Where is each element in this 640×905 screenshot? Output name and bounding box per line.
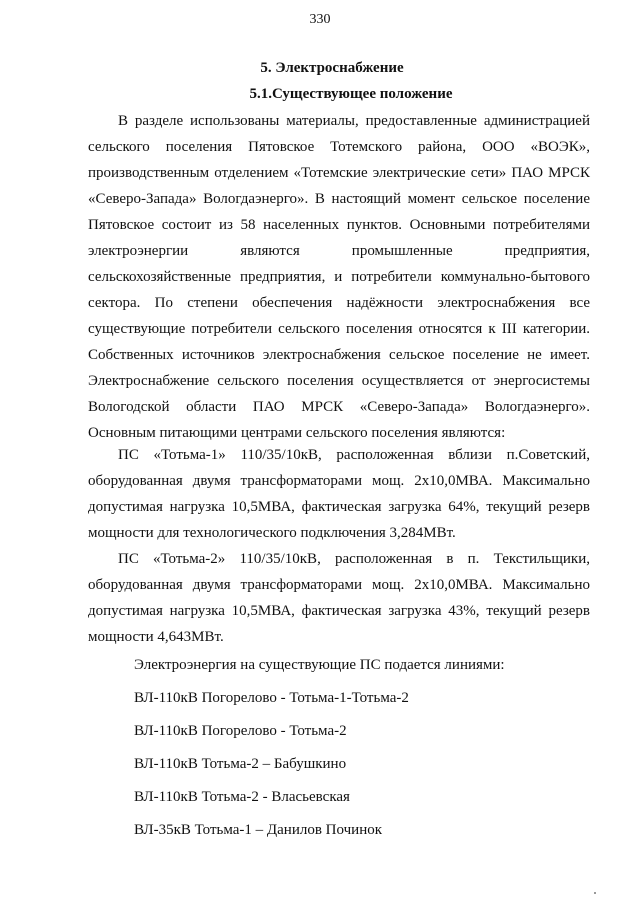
paragraph-block-1 [88, 108, 590, 446]
list-item: ВЛ-35кВ Тотьма-1 – Данилов Починок [134, 822, 383, 838]
subsection-title: 5.1.Существующее положение [249, 86, 453, 102]
paragraph: ПС «Тотьма-1» 110/35/10кВ, расположенная вблизи п.Советский, оборудованная двумя трансформаторами мощ. 2х10,0МВА. Максимально допустимая нагрузка 10,5МВА, фактическая загрузка 64%, текущий резерв мощности для технологического подключения 3,284МВт. [88, 447, 590, 541]
paragraph: ПС «Тотьма-2» 110/35/10кВ, расположенная в п. Текстильщики, оборудованная двумя трансформаторами мощ. 2х10,0МВА. Максимально допустимая нагрузка 10,5МВА, фактическая загрузка 43%, текущий резерв мощности 4,643МВт. [88, 551, 590, 645]
paragraph-block-2 [88, 442, 590, 546]
paragraph: В разделе использованы материалы, предоставленные администрацией сельского поселения Пятовское Тотемского района, ООО «ВОЭК», производственным отделением «Тотемские электрические сети» ПАО МРСК «Северо-Запада» Вологдаэнерго». В настоящий момент сельское поселение Пятовское состоит из 58 населенных пунктов. Основными потребителями электроэнергии являются промышленные предприятия, сельскохозяйственные предприятия, и потребители коммунально-бытового сектора. По степени обеспечения надёжности электроснабжения все существующие потребители сельского поселения относятся к III категории. Собственных источников электроснабжения сельское поселение не имеет. Электроснабжение сельского поселения осуществляется от энергосистемы Вологодской области ПАО МРСК «Северо-Запада» Вологдаэнерго». Основным питающими центрами сельского поселения являются: [88, 113, 590, 441]
list-item: ВЛ-110кВ Тотьма-2 - Власьевская [134, 789, 350, 805]
list-item: ВЛ-110кВ Погорелово - Тотьма-2 [134, 723, 347, 739]
section-title: 5. Электроснабжение [260, 60, 404, 76]
scan-speck [594, 892, 596, 894]
list-item: ВЛ-110кВ Погорелово - Тотьма-1-Тотьма-2 [134, 690, 409, 706]
page-number: 330 [309, 12, 331, 27]
power-lines-list [134, 652, 505, 850]
list-item: ВЛ-110кВ Тотьма-2 – Бабушкино [134, 756, 347, 772]
lines-intro: Электроэнергия на существующие ПС подается линиями: [134, 657, 505, 673]
paragraph-block-3 [88, 546, 590, 650]
